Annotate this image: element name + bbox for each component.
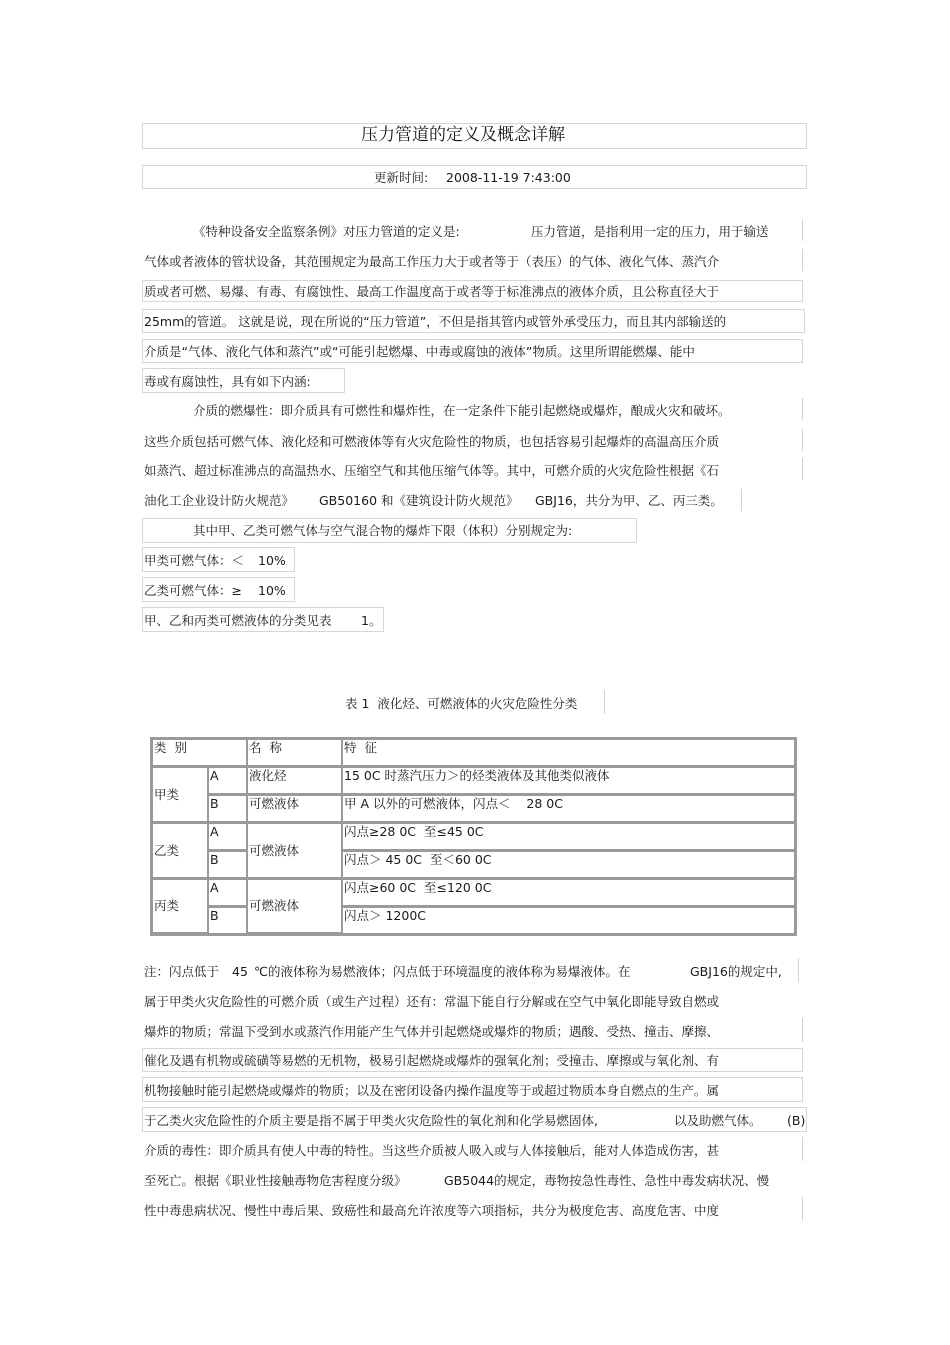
text-line: GB5044的规定，毒物按急性毒性、急性中毒发病状况、慢 [444,1173,770,1188]
line-frame [802,219,803,241]
text-line: 以及助燃气体。 [674,1113,762,1128]
text-line: 25mm的管道。 这就是说，现在所说的“压力管道”，不但是指其管内或管外承受压力，而且其内部输送的 [144,314,727,329]
feature-cell: 闪点＞ 45 0C 至＜60 0C [342,851,795,879]
line-frame [802,398,803,420]
feature-cell: 15 0C 时蒸汽压力＞的烃类液体及其他类似液体 [342,767,795,795]
sub-cell: A [208,767,247,795]
table-row [152,823,795,851]
text-line: 于乙类火灾危险性的介质主要是指不属于甲类火灾危险性的氧化剂和化学易燃固体, [144,1113,598,1128]
text-line: 毒或有腐蚀性，具有如下内涵: [144,374,311,389]
text-line: 属于甲类火灾危险性的可燃介质（或生产过程）还有：常温下能自行分解或在空气中氧化即能导致自燃或 [144,994,720,1009]
name-cell: 可燃液体 [247,823,342,879]
text-line: GB50160 和《建筑设计防火规范》 [319,493,519,508]
line-frame [798,958,799,982]
update-time: 2008-11-19 7:43:00 [446,170,571,185]
header-name: 名 称 [247,739,342,767]
header-feature: 特 征 [342,739,795,767]
line-frame [802,1137,803,1161]
text-line: GBJ16的规定中, [690,964,782,979]
feature-cell: 闪点≥60 0C 至≤120 0C [342,879,795,907]
class-cell: 乙类 [152,823,208,879]
text-line: 如蒸汽、超过标准沸点的高温热水、压缩空气和其他压缩气体等。其中，可燃介质的火灾危险性根据《石 [144,463,720,478]
sub-cell: B [208,795,247,823]
text-line: 介质的燃爆性：即介质具有可燃性和爆炸性，在一定条件下能引起燃烧或爆炸，酿成火灾和破坏。 [193,403,731,418]
header-class: 类 别 [152,739,247,767]
text-line: 1。 [361,613,382,628]
line-frame [802,1197,803,1221]
name-cell: 液化烃 [247,767,342,795]
text-line: 45 [232,964,248,979]
text-line: 性中毒患病状况、慢性中毒后果、致癌性和最高允许浓度等六项指标，共分为极度危害、高度危害、中度 [144,1203,720,1218]
update-label: 更新时间: [374,170,429,185]
sub-cell: A [208,879,247,907]
table-row [152,879,795,907]
text-line: 甲类可燃气体：＜ [144,553,245,568]
sub-cell: A [208,823,247,851]
text-line: 气体或者液体的管状设备，其范围规定为最高工作压力大于或者等于（表压）的气体、液化气体、蒸汽介 [144,254,720,269]
table-row [152,767,795,795]
text-line: 10% [258,583,286,598]
sub-cell: B [208,907,247,934]
text-line: GBJ16，共分为甲、乙、丙三类。 [535,493,723,508]
feature-cell: 闪点≥28 0C 至≤45 0C [342,823,795,851]
text-line: 油化工企业设计防火规范》 [144,493,295,508]
text-line: 压力管道，是指利用一定的压力，用于输送 [531,224,769,239]
line-frame [802,458,803,480]
table-row [152,795,795,823]
fire-hazard-table [150,737,797,936]
text-line: ℃的液体称为易燃液体；闪点低于环境温度的液体称为易爆液体。在 [254,964,631,979]
page-title: 压力管道的定义及概念详解 [361,125,565,145]
class-cell: 甲类 [152,767,208,823]
line-frame [802,429,803,451]
text-line: 《特种设备安全监察条例》对压力管道的定义是: [193,224,460,239]
text-line: 介质的毒性：即介质具有使人中毒的特性。当这些介质被人吸入或与人体接触后，能对人体造成伤害，甚 [144,1143,720,1158]
table-header-row [152,739,795,767]
text-line: 质或者可燃、易爆、有毒、有腐蚀性、最高工作温度高于或者等于标准沸点的液体介质，且公称直径大于 [144,284,720,299]
text-line: 爆炸的物质；常温下受到水或蒸汽作用能产生气体并引起燃烧或爆炸的物质；遇酸、受热、撞击、摩擦、 [144,1024,720,1039]
text-line: 甲、乙和丙类可燃液体的分类见表 [144,613,332,628]
line-frame [802,1018,803,1042]
text-line: 乙类可燃气体：≥ [144,583,242,598]
feature-cell: 甲 A 以外的可燃液体，闪点＜ 28 0C [342,795,795,823]
line-frame [741,489,742,511]
name-cell: 可燃液体 [247,879,342,934]
text-line: 这些介质包括可燃气体、液化烃和可燃液体等有火灾危险性的物质，也包括容易引起爆炸的高温高压介质 [144,434,720,449]
class-cell: 丙类 [152,879,208,934]
text-line: 其中甲、乙类可燃气体与空气混合物的爆炸下限（体积）分别规定为: [193,523,573,538]
text-line: 至死亡。根据《职业性接触毒物危害程度分级》 [144,1173,407,1188]
line-frame [604,690,605,714]
name-cell: 可燃液体 [247,795,342,823]
text-line: 注：闪点低于 [144,964,220,979]
text-line: 机物接触时能引起燃烧或爆炸的物质；以及在密闭设备内操作温度等于或超过物质本身自燃点的生产。属 [144,1083,720,1098]
table-caption: 表 1 液化烃、可燃液体的火灾危险性分类 [345,696,578,711]
sub-cell: B [208,851,247,879]
feature-cell: 闪点＞ 1200C [342,907,795,934]
line-frame [802,249,803,271]
text-line: 催化及遇有机物或硫磺等易燃的无机物，极易引起燃烧或爆炸的强氧化剂；受撞击、摩擦或与氧化剂、有 [144,1053,720,1068]
text-line: (B) [787,1113,806,1128]
text-line: 介质是“气体、液化气体和蒸汽”或“可能引起燃爆、中毒或腐蚀的液体”物质。这里所谓能燃爆、能中 [144,344,695,359]
text-line: 10% [258,553,286,568]
